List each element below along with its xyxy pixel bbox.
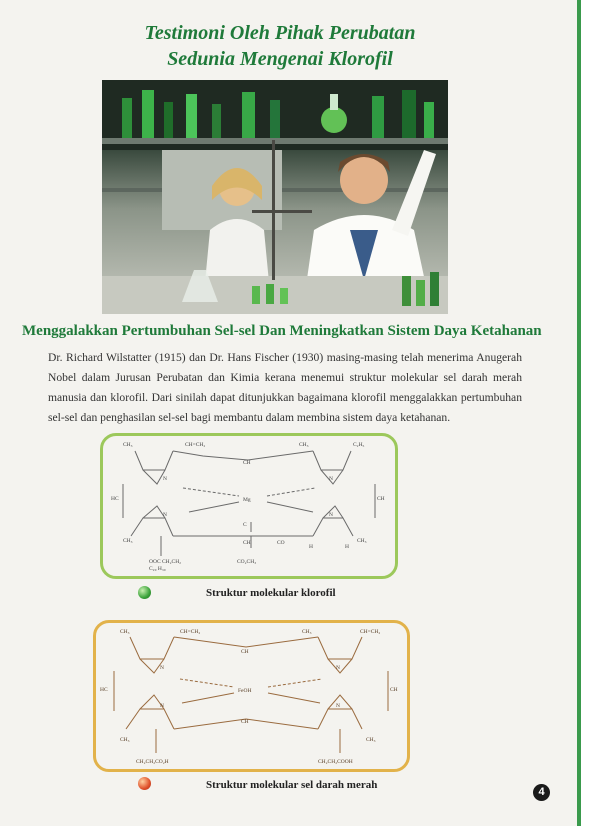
laboratory-photo-illustration <box>102 80 448 314</box>
page-number: 4 <box>533 784 550 801</box>
label-n1: N <box>160 665 164 671</box>
label-ch-bottom: CH <box>243 540 251 546</box>
label-ch3-bottom-right: CH₃ <box>357 538 367 544</box>
label-ch3-top-right: CH₃ <box>302 629 312 635</box>
label-ch-top: CH <box>241 649 249 655</box>
label-phytyl-ester: OOC CH₂CH₂ <box>149 559 182 565</box>
label-ch-right: CH <box>390 687 398 693</box>
label-ch3-top-left: CH₃ <box>120 629 130 635</box>
label-ch-bottom: CH <box>241 719 249 725</box>
heme-structure-diagram <box>96 623 407 769</box>
section-heading: Menggalakkan Pertumbuhan Sel-sel Dan Meningkatkan Sistem Daya Ketahanan <box>22 323 542 339</box>
label-ch3-top-right: CH₃ <box>299 442 309 448</box>
body-paragraph: Dr. Richard Wilstatter (1915) dan Dr. Hans Fischer (1930) masing-masing telah menerima Anugerah Nobel dalam Jurusan Perubatan dan Kimia kerana menemui struktur molekular sel darah merah manusia dan klorofil. Dari sinilah dapat ditunjukkan bagaimana klorofil menggalakkan pertumbuhan sel-sel dan penghasilan sel-sel bagi membantu dalam membina sistem daya ketahanan. <box>48 351 522 424</box>
label-c-mid: C <box>243 522 247 528</box>
label-n3: N <box>160 703 164 709</box>
label-co: CO <box>277 540 285 546</box>
label-phytyl-formula: C₂₀ H₃₉ <box>149 566 166 572</box>
chlorophyll-structure-diagram <box>103 436 395 576</box>
green-bullet-icon <box>138 586 151 599</box>
label-ch3-bottom-left: CH₃ <box>123 538 133 544</box>
label-ch-right: CH <box>377 496 385 502</box>
label-n2: N <box>329 476 333 482</box>
page-title <box>100 20 460 72</box>
label-n3: N <box>163 512 167 518</box>
label-h2: H <box>345 544 349 550</box>
label-feoh: FeOH <box>238 688 252 694</box>
label-propionate-left: CH₂CH₂CO₂H <box>136 759 169 765</box>
label-vinyl-right: CH=CH₂ <box>360 629 381 635</box>
page-edge-green-line <box>577 0 581 826</box>
label-propionate-right: CH₂CH₂COOH <box>318 759 353 765</box>
label-vinyl-left: CH=CH₂ <box>180 629 201 635</box>
chlorophyll-structure-frame <box>100 433 398 579</box>
heme-structure-frame <box>93 620 410 772</box>
label-vinyl: CH=CH₂ <box>185 442 206 448</box>
label-n4: N <box>336 703 340 709</box>
label-n1: N <box>163 476 167 482</box>
chlorophyll-caption: Struktur molekular klorofil <box>206 587 336 599</box>
label-n2: N <box>336 665 340 671</box>
label-ch3-top-left: CH₃ <box>123 442 133 448</box>
label-hc-left: HC <box>111 496 119 502</box>
red-bullet-icon <box>138 777 151 790</box>
laboratory-photo <box>102 80 448 314</box>
label-n4: N <box>329 512 333 518</box>
label-ch3-bottom-left: CH₃ <box>120 737 130 743</box>
title-line-1: Testimoni Oleh Pihak Perubatan <box>144 22 416 44</box>
label-mg: Mg <box>243 497 251 503</box>
title-line-2: Sedunia Mengenai Klorofil <box>167 48 393 70</box>
label-ch-top: CH <box>243 460 251 466</box>
label-h1: H <box>309 544 313 550</box>
label-hc-left: HC <box>100 687 108 693</box>
label-co2ch3: CO₂CH₃ <box>237 559 257 565</box>
label-ch3-bottom-right: CH₃ <box>366 737 376 743</box>
label-ethyl: C₂H₅ <box>353 442 365 448</box>
heme-caption: Struktur molekular sel darah merah <box>206 779 378 791</box>
